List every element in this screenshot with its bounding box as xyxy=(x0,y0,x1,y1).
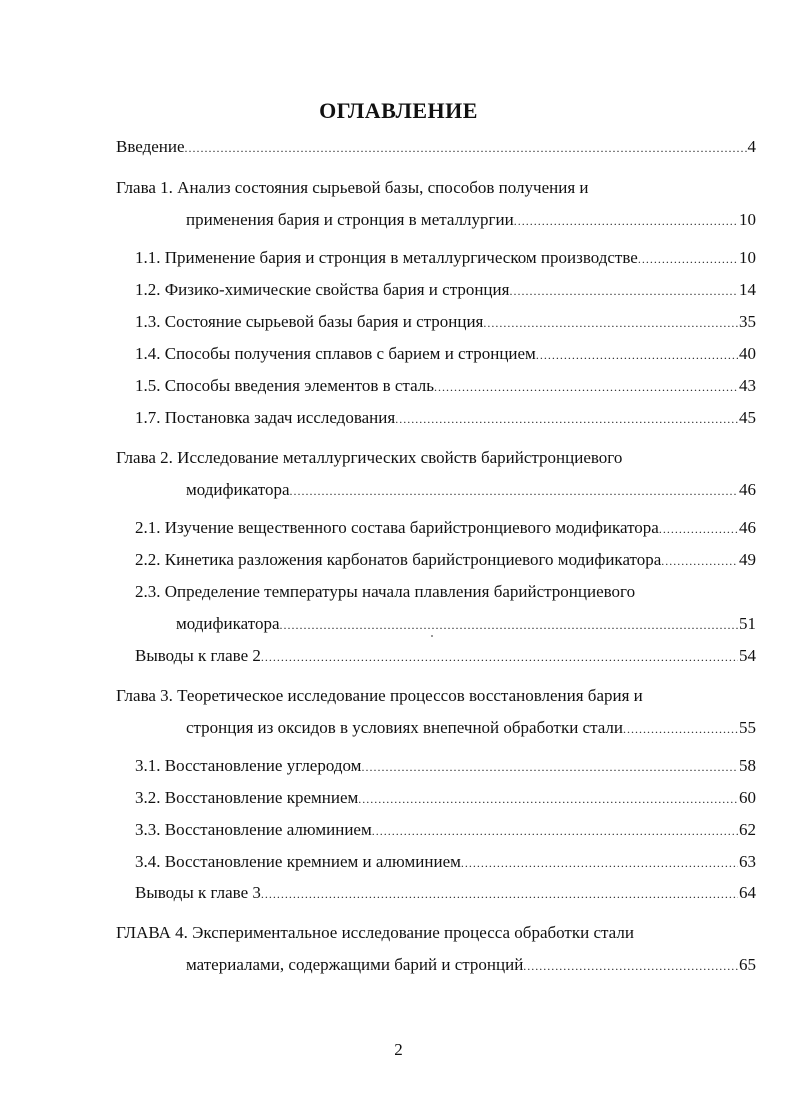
dot-leader xyxy=(434,376,738,398)
toc-entry-title: Выводы к главе 2 xyxy=(135,646,261,665)
scan-speck xyxy=(431,635,433,637)
toc-entry-page: 4 xyxy=(747,137,756,156)
toc-entry-page: 46 xyxy=(739,480,756,499)
dot-leader xyxy=(638,248,738,270)
toc-entry-page: 55 xyxy=(739,718,756,737)
toc-section-1-1[interactable] xyxy=(135,247,756,270)
dot-leader xyxy=(261,883,738,905)
toc-chapter-3[interactable] xyxy=(186,717,756,740)
toc-entry-page: 54 xyxy=(739,646,756,665)
toc-entry-page: 64 xyxy=(739,883,756,902)
toc-chapter-4-line-1[interactable]: ГЛАВА 4. Экспериментальное исследование процесса обработки стали xyxy=(116,923,634,942)
dot-leader xyxy=(509,280,738,302)
dot-leader xyxy=(623,718,738,740)
toc-chapter-1[interactable] xyxy=(186,209,756,232)
toc-chapter-2-line-1[interactable]: Глава 2. Исследование металлургических свойств барийстронциевого xyxy=(116,448,623,467)
toc-entry-page: 62 xyxy=(739,820,756,839)
toc-section-3-1[interactable] xyxy=(135,755,756,778)
toc-section-2-2[interactable] xyxy=(135,549,756,572)
page-number: 2 xyxy=(394,1040,403,1059)
toc-section-1-7[interactable] xyxy=(135,407,756,430)
toc-section-2-3-line-1[interactable]: 2.3. Определение температуры начала плавления барийстронциевого xyxy=(135,582,636,601)
toc-entry-page: 49 xyxy=(739,550,756,569)
toc-entry-title: 1.3. Состояние сырьевой базы бария и стронция xyxy=(135,312,484,331)
dot-leader xyxy=(659,518,738,540)
toc-entry-page: 40 xyxy=(739,344,756,363)
toc-section-3-3[interactable] xyxy=(135,819,756,842)
toc-entry-page: 58 xyxy=(739,756,756,775)
toc-entry-title: стронция из оксидов в условиях внепечной обработки стали xyxy=(186,718,624,737)
toc-entry-title: 1.4. Способы получения сплавов с барием и стронцием xyxy=(135,344,536,363)
toc-section-1-4[interactable] xyxy=(135,343,756,366)
toc-section-1-5[interactable] xyxy=(135,375,756,398)
toc-entry-page: 51 xyxy=(739,614,756,633)
toc-entry-page: 60 xyxy=(739,788,756,807)
toc-entry-title: Введение xyxy=(116,137,185,156)
toc-entry-title: модификатора xyxy=(186,480,290,499)
toc-entry-title: Выводы к главе 3 xyxy=(135,883,261,902)
toc-entry-page: 10 xyxy=(739,210,756,229)
toc-entry-page: 10 xyxy=(739,248,756,267)
toc-entry-title: 1.7. Постановка задач исследования xyxy=(135,408,396,427)
dot-leader xyxy=(372,820,738,842)
toc-entry-page: 35 xyxy=(739,312,756,331)
toc-section-3-4[interactable] xyxy=(135,851,756,874)
toc-entry-title: 3.3. Восстановление алюминием xyxy=(135,820,372,839)
toc-chapter-2[interactable] xyxy=(186,479,756,502)
toc-entry-page: 43 xyxy=(739,376,756,395)
toc-entry-title: 3.4. Восстановление кремнием и алюминием xyxy=(135,852,461,871)
toc-entry-page: 63 xyxy=(739,852,756,871)
dot-leader xyxy=(395,408,738,430)
page-title: ОГЛАВЛЕНИЕ xyxy=(319,98,478,123)
toc-entry-title: 1.2. Физико-химические свойства бария и стронция xyxy=(135,280,510,299)
toc-entry-title: модификатора xyxy=(176,614,280,633)
toc-entry-page: 46 xyxy=(739,518,756,537)
toc-section-1-2[interactable] xyxy=(135,279,756,302)
dot-leader xyxy=(261,646,738,668)
dot-leader xyxy=(280,614,739,636)
dot-leader xyxy=(185,137,747,159)
toc-entry-title: 2.1. Изучение вещественного состава барийстронциевого модификатора xyxy=(135,518,659,537)
toc-conclusions-chapter-3[interactable] xyxy=(135,882,756,905)
toc-entry-page: 45 xyxy=(739,408,756,427)
toc-entry-title: 2.2. Кинетика разложения карбонатов барийстронциевого модификатора xyxy=(135,550,662,569)
dot-leader xyxy=(361,756,738,778)
toc-chapter-3-line-1[interactable]: Глава 3. Теоретическое исследование процессов восстановления бария и xyxy=(116,686,643,705)
toc-entry-title: 3.2. Восстановление кремнием xyxy=(135,788,359,807)
toc-section-2-1[interactable] xyxy=(135,517,756,540)
dot-leader xyxy=(358,788,738,810)
toc-entry-page: 65 xyxy=(739,955,756,974)
toc-entry-title: 3.1. Восстановление углеродом xyxy=(135,756,362,775)
toc-conclusions-chapter-2[interactable] xyxy=(135,645,756,668)
toc-entry-title: 1.5. Способы введения элементов в сталь xyxy=(135,376,435,395)
toc-entry-title: материалами, содержащими барий и стронций xyxy=(186,955,524,974)
dot-leader xyxy=(523,955,738,977)
toc-chapter-4[interactable] xyxy=(186,954,756,977)
dot-leader xyxy=(514,210,738,232)
toc-chapter-1-line-1[interactable]: Глава 1. Анализ состояния сырьевой базы, способов получения и xyxy=(116,178,589,197)
dot-leader xyxy=(483,312,738,334)
dot-leader xyxy=(461,852,738,874)
toc-entry-title: 1.1. Применение бария и стронция в металлургическом производстве xyxy=(135,248,638,267)
dot-leader xyxy=(536,344,738,366)
toc-section-3-2[interactable] xyxy=(135,787,756,810)
toc-section-2-3[interactable] xyxy=(176,613,756,636)
toc-section-1-3[interactable] xyxy=(135,311,756,334)
dot-leader xyxy=(290,480,739,502)
toc-entry-title: применения бария и стронция в металлургии xyxy=(186,210,514,229)
toc-entry-introduction[interactable] xyxy=(116,136,756,159)
dot-leader xyxy=(661,550,738,572)
toc-entry-page: 14 xyxy=(739,280,756,299)
